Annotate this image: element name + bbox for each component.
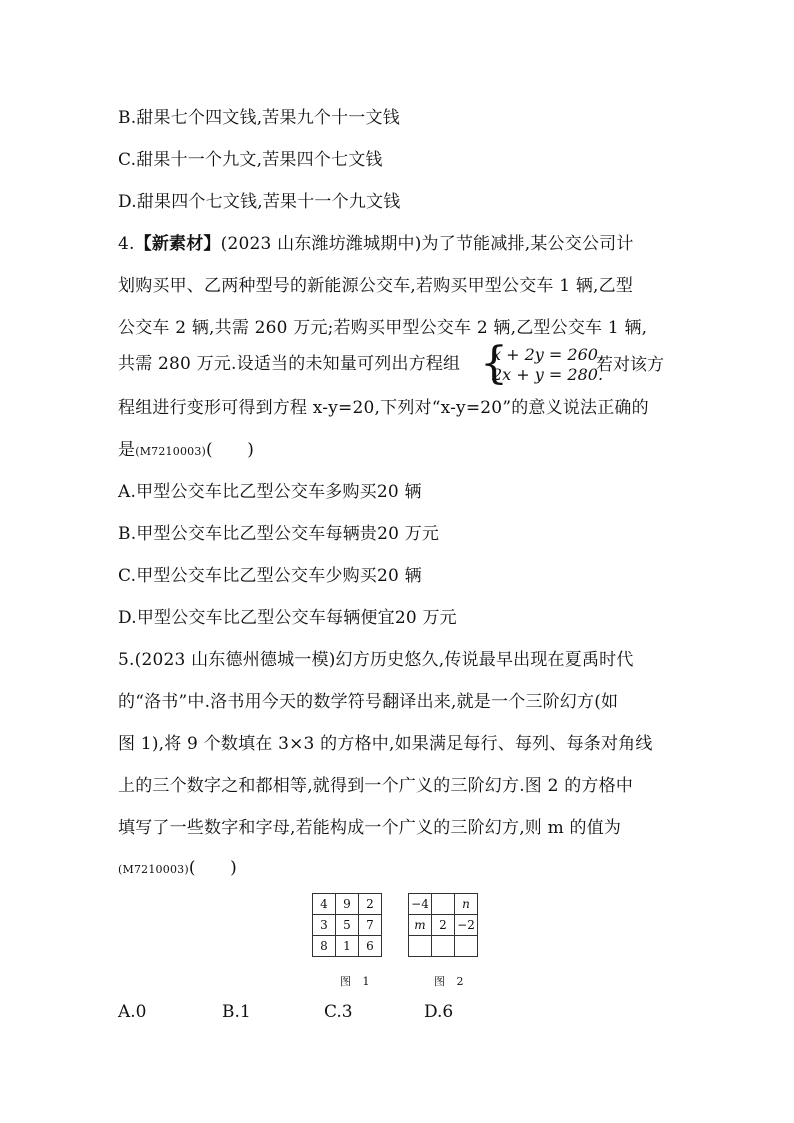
q4-line-6	[118, 438, 254, 464]
fig1-cell: 3	[313, 915, 336, 936]
q5-option-a: A.0	[118, 1002, 147, 1022]
fig1-cell: 7	[359, 915, 382, 936]
q4-line-1	[118, 232, 634, 256]
q4-text-1: (2023 山东潍坊潍城期中)为了节能减排,某公交公司计	[220, 234, 634, 254]
fig1-cell: 6	[359, 936, 382, 957]
fig2-cell	[432, 936, 455, 957]
q4-tag: 【新素材】	[134, 234, 221, 254]
q5-option-d: D.6	[424, 1002, 454, 1022]
equation-1: x + 2y = 260,	[492, 345, 604, 364]
fig1-cell: 5	[336, 915, 359, 936]
q3-option-b: B.甜果七个四文钱,苦果九个十一文钱	[118, 108, 400, 128]
figure-2-magic-square	[408, 893, 478, 957]
q4-option-c: C.甲型公交车比乙型公交车少购买20 辆	[118, 566, 422, 586]
system-brace: {	[480, 338, 508, 389]
figure-1-magic-square	[312, 893, 382, 957]
q4-option-a: A.甲型公交车比乙型公交车多购买20 辆	[118, 482, 422, 502]
fig2-cell: −4	[409, 894, 432, 915]
q5-line-1: 5.(2023 山东德州德城一模)幻方历史悠久,传说最早出现在夏禹时代	[118, 650, 634, 670]
q3-option-c: C.甜果十一个九文,苦果四个七文钱	[118, 150, 383, 170]
q5-option-b: B.1	[222, 1002, 251, 1022]
fig2-cell	[432, 894, 455, 915]
q5-line-5: 填写了一些数字和字母,若能构成一个广义的三阶幻方,则 m 的值为	[118, 818, 622, 838]
fig2-cell: n	[455, 894, 478, 915]
fig1-cell: 8	[313, 936, 336, 957]
q3-option-d: D.甜果四个七文钱,苦果十一个九文钱	[118, 192, 401, 212]
q5-option-c: C.3	[324, 1002, 353, 1022]
fig1-cell: 1	[336, 936, 359, 957]
q5-line-6	[118, 856, 237, 882]
q5-answer-bracket: ( )	[188, 858, 237, 878]
fig2-cell: −2	[455, 915, 478, 936]
fig1-cell: 9	[336, 894, 359, 915]
q4-line-5: 程组进行变形可得到方程 x-y=20,下列对“x-y=20”的意义说法正确的	[118, 398, 649, 418]
q4-line-2: 划购买甲、乙两种型号的新能源公交车,若购买甲型公交车 1 辆,乙型	[118, 276, 634, 296]
q5-line-4: 上的三个数字之和都相等,就得到一个广义的三阶幻方.图 2 的方格中	[118, 776, 634, 796]
q4-number: 4.	[118, 234, 135, 254]
q4-line-4: 共需 280 万元.设适当的未知量可列出方程组	[118, 354, 461, 374]
fig1-cell: 4	[313, 894, 336, 915]
fig2-cell	[455, 936, 478, 957]
fig2-cell	[409, 936, 432, 957]
q5-line-3: 图 1),将 9 个数填在 3×3 的方格中,如果满足每行、每列、每条对角线	[118, 734, 653, 754]
fig2-cell: m	[409, 915, 432, 936]
equation-system	[480, 338, 612, 389]
q4-code: (M7210003)	[135, 445, 207, 458]
figure-2-caption: 图 2	[434, 975, 468, 988]
q4-option-b: B.甲型公交车比乙型公交车每辆贵20 万元	[118, 524, 440, 544]
fig1-cell: 2	[359, 894, 382, 915]
q4-line-4-after: 若对该方	[596, 355, 664, 375]
q5-code: (M7210003)	[118, 863, 189, 876]
fig2-cell: 2	[432, 915, 455, 936]
q4-line-3: 公交车 2 辆,共需 260 万元;若购买甲型公交车 2 辆,乙型公交车 1 辆,	[118, 318, 648, 338]
figure-1-caption: 图 1	[340, 975, 374, 988]
equation-2: 2x + y = 280.	[492, 365, 604, 384]
q4-option-d: D.甲型公交车比乙型公交车每辆便宜20 万元	[118, 608, 457, 628]
q4-answer-bracket: ( )	[206, 440, 255, 460]
q5-line-2: 的“洛书”中.洛书用今天的数学符号翻译出来,就是一个三阶幻方(如	[118, 692, 619, 712]
q4-text-6: 是	[118, 440, 136, 460]
